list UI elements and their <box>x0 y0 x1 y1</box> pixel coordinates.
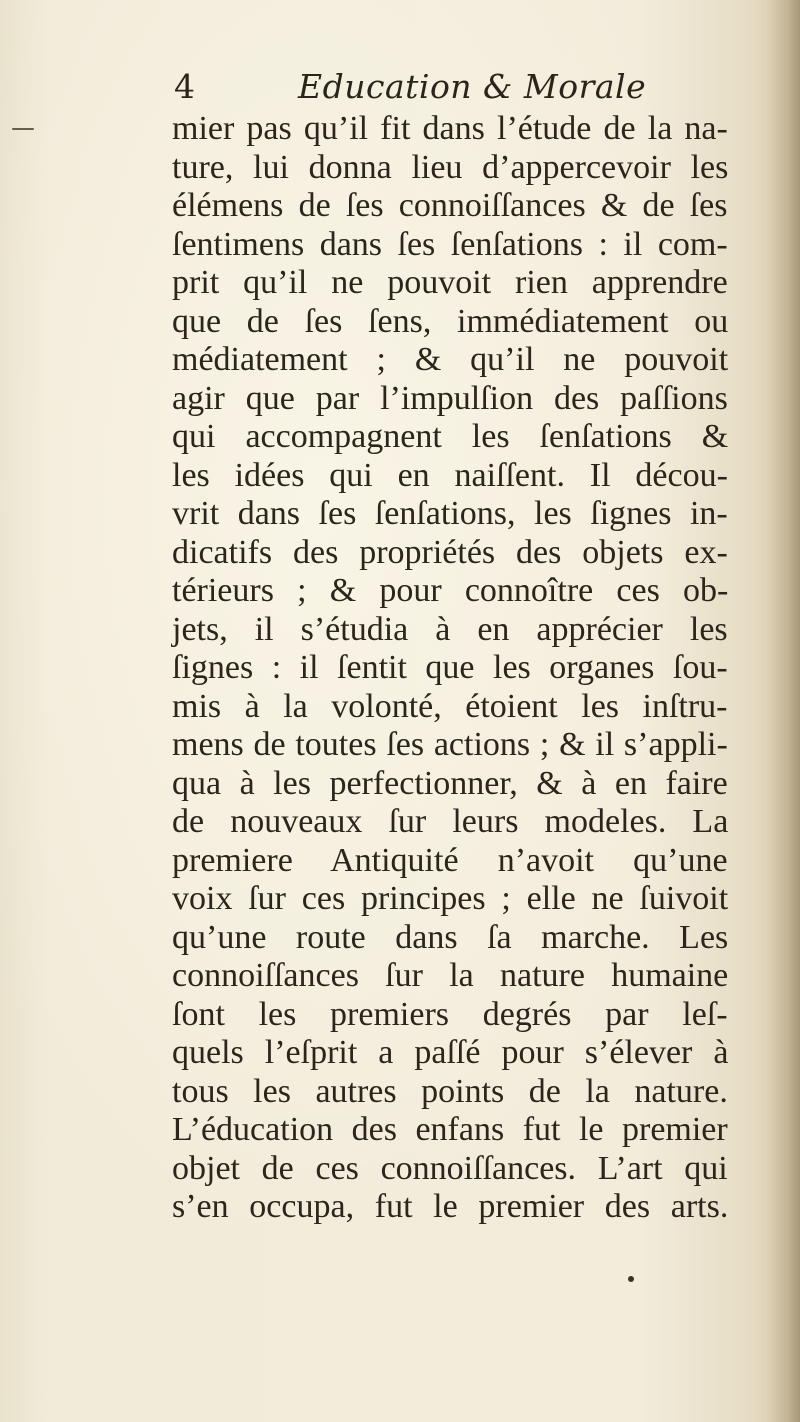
text-line: dicatifs des propriétés des objets ex- <box>172 533 728 571</box>
ink-speck <box>628 1276 634 1282</box>
text-line: qui accompagnent les ſenſations & <box>172 418 729 455</box>
text-line: de nouveaux ſur leurs modeles. La <box>172 803 729 840</box>
text-line: prit qu’il ne pouvoit rien apprendre <box>172 264 728 301</box>
text-line: objet de ces connoiſſances. L’art qui <box>172 1149 728 1187</box>
text-line: connoiſſances ſur la nature humaine <box>172 957 729 994</box>
text-line: premiere Antiquité n’avoit qu’une <box>172 841 728 879</box>
text-line: vrit dans ſes ſenſations, les ſignes in- <box>172 495 728 532</box>
text-line: ſignes : il ſentit que les organes ſou- <box>172 649 728 686</box>
text-line: s’en occupa, fut le premier des arts. <box>172 1188 729 1225</box>
text-line: les idées qui en naiſſent. Il décou- <box>172 456 728 494</box>
text-line: mis à la volonté, étoient les inſtru- <box>172 687 728 725</box>
text-line: qua à les perfectionner, & à en faire <box>172 764 728 802</box>
text-line: jets, il s’étudia à en apprécier les <box>172 610 728 648</box>
text-line: médiatement ; & qu’il ne pouvoit <box>172 341 729 378</box>
text-line: ture, lui donna lieu d’appercevoir les <box>172 148 729 186</box>
text-line: ſentimens dans ſes ſenſations : il com- <box>172 225 728 263</box>
text-line: voix ſur ces principes ; elle ne ſuivoit <box>172 880 729 917</box>
text-line: que de ſes ſens, immédiatement ou <box>172 302 729 340</box>
body-text <box>172 110 728 1227</box>
page-edge-shadow <box>766 0 800 1422</box>
text-line: térieurs ; & pour connoître ces ob- <box>172 572 729 609</box>
text-line: tous les autres points de la nature. <box>172 1072 728 1110</box>
page-number: 4 <box>174 67 195 106</box>
text-line: qu’une route dans ſa marche. Les <box>172 918 729 956</box>
text-line: ſont les premiers degrés par leſ- <box>172 995 728 1033</box>
text-line: quels l’eſprit a paſſé pour s’élever à <box>172 1034 729 1071</box>
text-line: agir que par l’impulſion des paſſions <box>172 379 728 417</box>
ink-speck <box>12 128 34 130</box>
text-line: L’éducation des enfans fut le premier <box>172 1111 728 1148</box>
running-head-title: Education & Morale <box>298 67 647 106</box>
text-line: mens de toutes ſes actions ; & il s’appli- <box>172 726 728 763</box>
text-line: mier pas qu’il fit dans l’étude de la na- <box>172 110 728 147</box>
text-line: élémens de ſes connoiſſances & de ſes <box>172 187 728 224</box>
running-head <box>170 62 647 112</box>
